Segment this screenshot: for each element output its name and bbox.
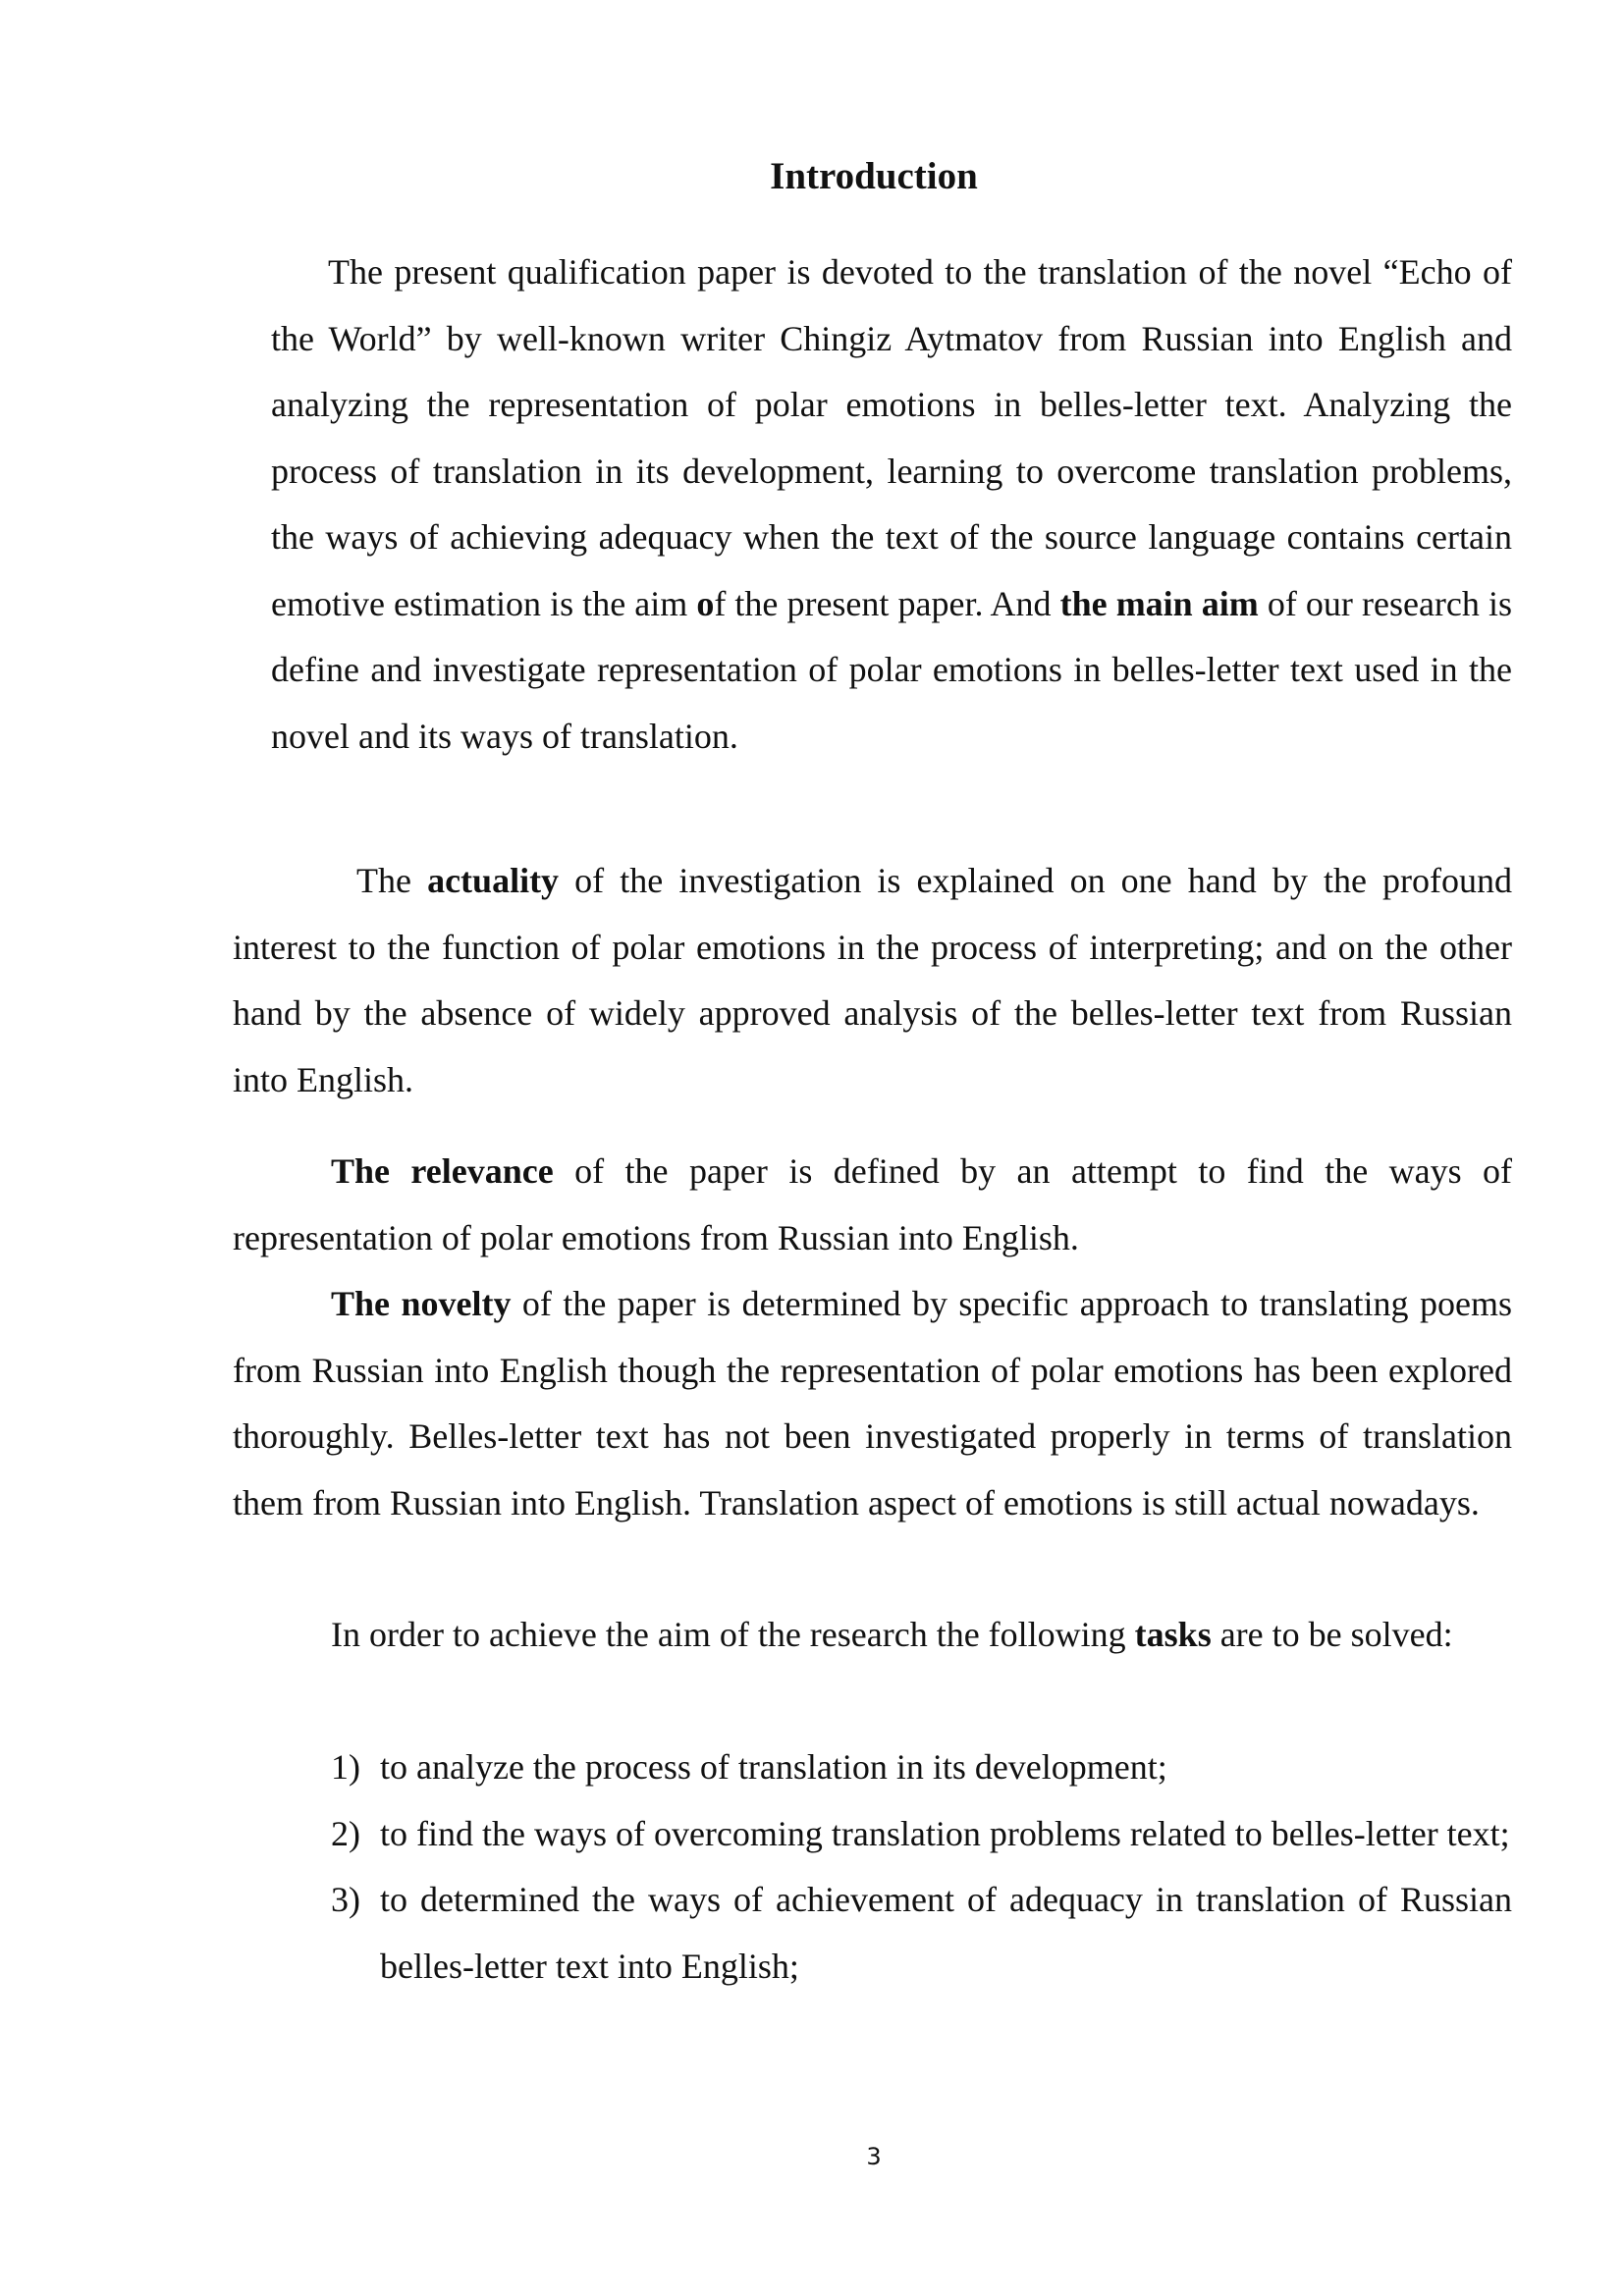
paragraph-text: The present qualification paper is devoted to the translation of the novel “Echo of the World” by well-known writer Chingiz Aytmatov from Russian into English and analyzing the representation of polar emotions in belles-letter text. Analyzing the process of translation in its development, learning to overcome translation problems, the ways of achieving adequacy when the text of the source language contains certain emotive estimation is the aim bbox=[271, 252, 1512, 623]
paragraph-text: The bbox=[356, 861, 428, 900]
bold-text: The relevance bbox=[331, 1151, 554, 1191]
paragraph-text: are to be solved: bbox=[1211, 1615, 1453, 1654]
bold-text: the main aim bbox=[1059, 583, 1259, 623]
list-item-number: 3) bbox=[331, 1880, 360, 1919]
paragraph-relevance bbox=[233, 1139, 1512, 1271]
bold-text: The novelty bbox=[331, 1284, 512, 1323]
bold-text: actuality bbox=[427, 861, 560, 900]
paragraph-text: of our research is define and investigate representation of polar emotions in belles-letter text used in the novel and its ways of translation. bbox=[271, 583, 1512, 756]
list-item bbox=[331, 1867, 1512, 2000]
tasks-list bbox=[331, 1735, 1512, 2000]
page-number: 3 bbox=[866, 2143, 882, 2170]
paragraph-text: In order to achieve the aim of the research the following bbox=[331, 1615, 1135, 1654]
list-item-text: to determined the ways of achievement of adequacy in translation of Russian belles-letter text into English; bbox=[380, 1880, 1512, 1986]
section-title: Introduction bbox=[770, 155, 978, 197]
paragraph-text: f the present paper. And bbox=[714, 583, 1060, 623]
list-item bbox=[331, 1735, 1512, 1801]
paragraph-text: of the investigation is explained on one hand by the profound interest to the function of polar emotions in the process of interpreting; and on the other hand by the absence of widely approved analysis of the belles-letter text from Russian into English. bbox=[233, 861, 1513, 1099]
list-item-text: to find the ways of overcoming translation problems related to belles-letter text; bbox=[380, 1813, 1510, 1853]
list-item-text: to analyze the process of translation in its development; bbox=[380, 1747, 1167, 1787]
bold-text: o bbox=[696, 583, 715, 623]
paragraph-actuality bbox=[233, 848, 1512, 1113]
list-item-number: 2) bbox=[331, 1813, 360, 1853]
list-item-number: 1) bbox=[331, 1747, 360, 1787]
paragraph-text: of the paper is determined by specific approach to translating poems from Russian into English though the representation of polar emotions has been explored thoroughly. Belles-letter text has not been investigated properly in terms of translation them from Russian into English. Translation aspect of emotions is still actual nowadays. bbox=[233, 1284, 1512, 1522]
paragraph-tasks-intro bbox=[233, 1602, 1512, 1669]
paragraph-aim bbox=[271, 240, 1512, 770]
paragraph-text: of the paper is defined by an attempt to find the ways of representation of polar emotions from Russian into English. bbox=[233, 1151, 1512, 1257]
paragraph-novelty bbox=[233, 1271, 1512, 1536]
list-item bbox=[331, 1801, 1512, 1868]
bold-text: tasks bbox=[1134, 1615, 1212, 1654]
